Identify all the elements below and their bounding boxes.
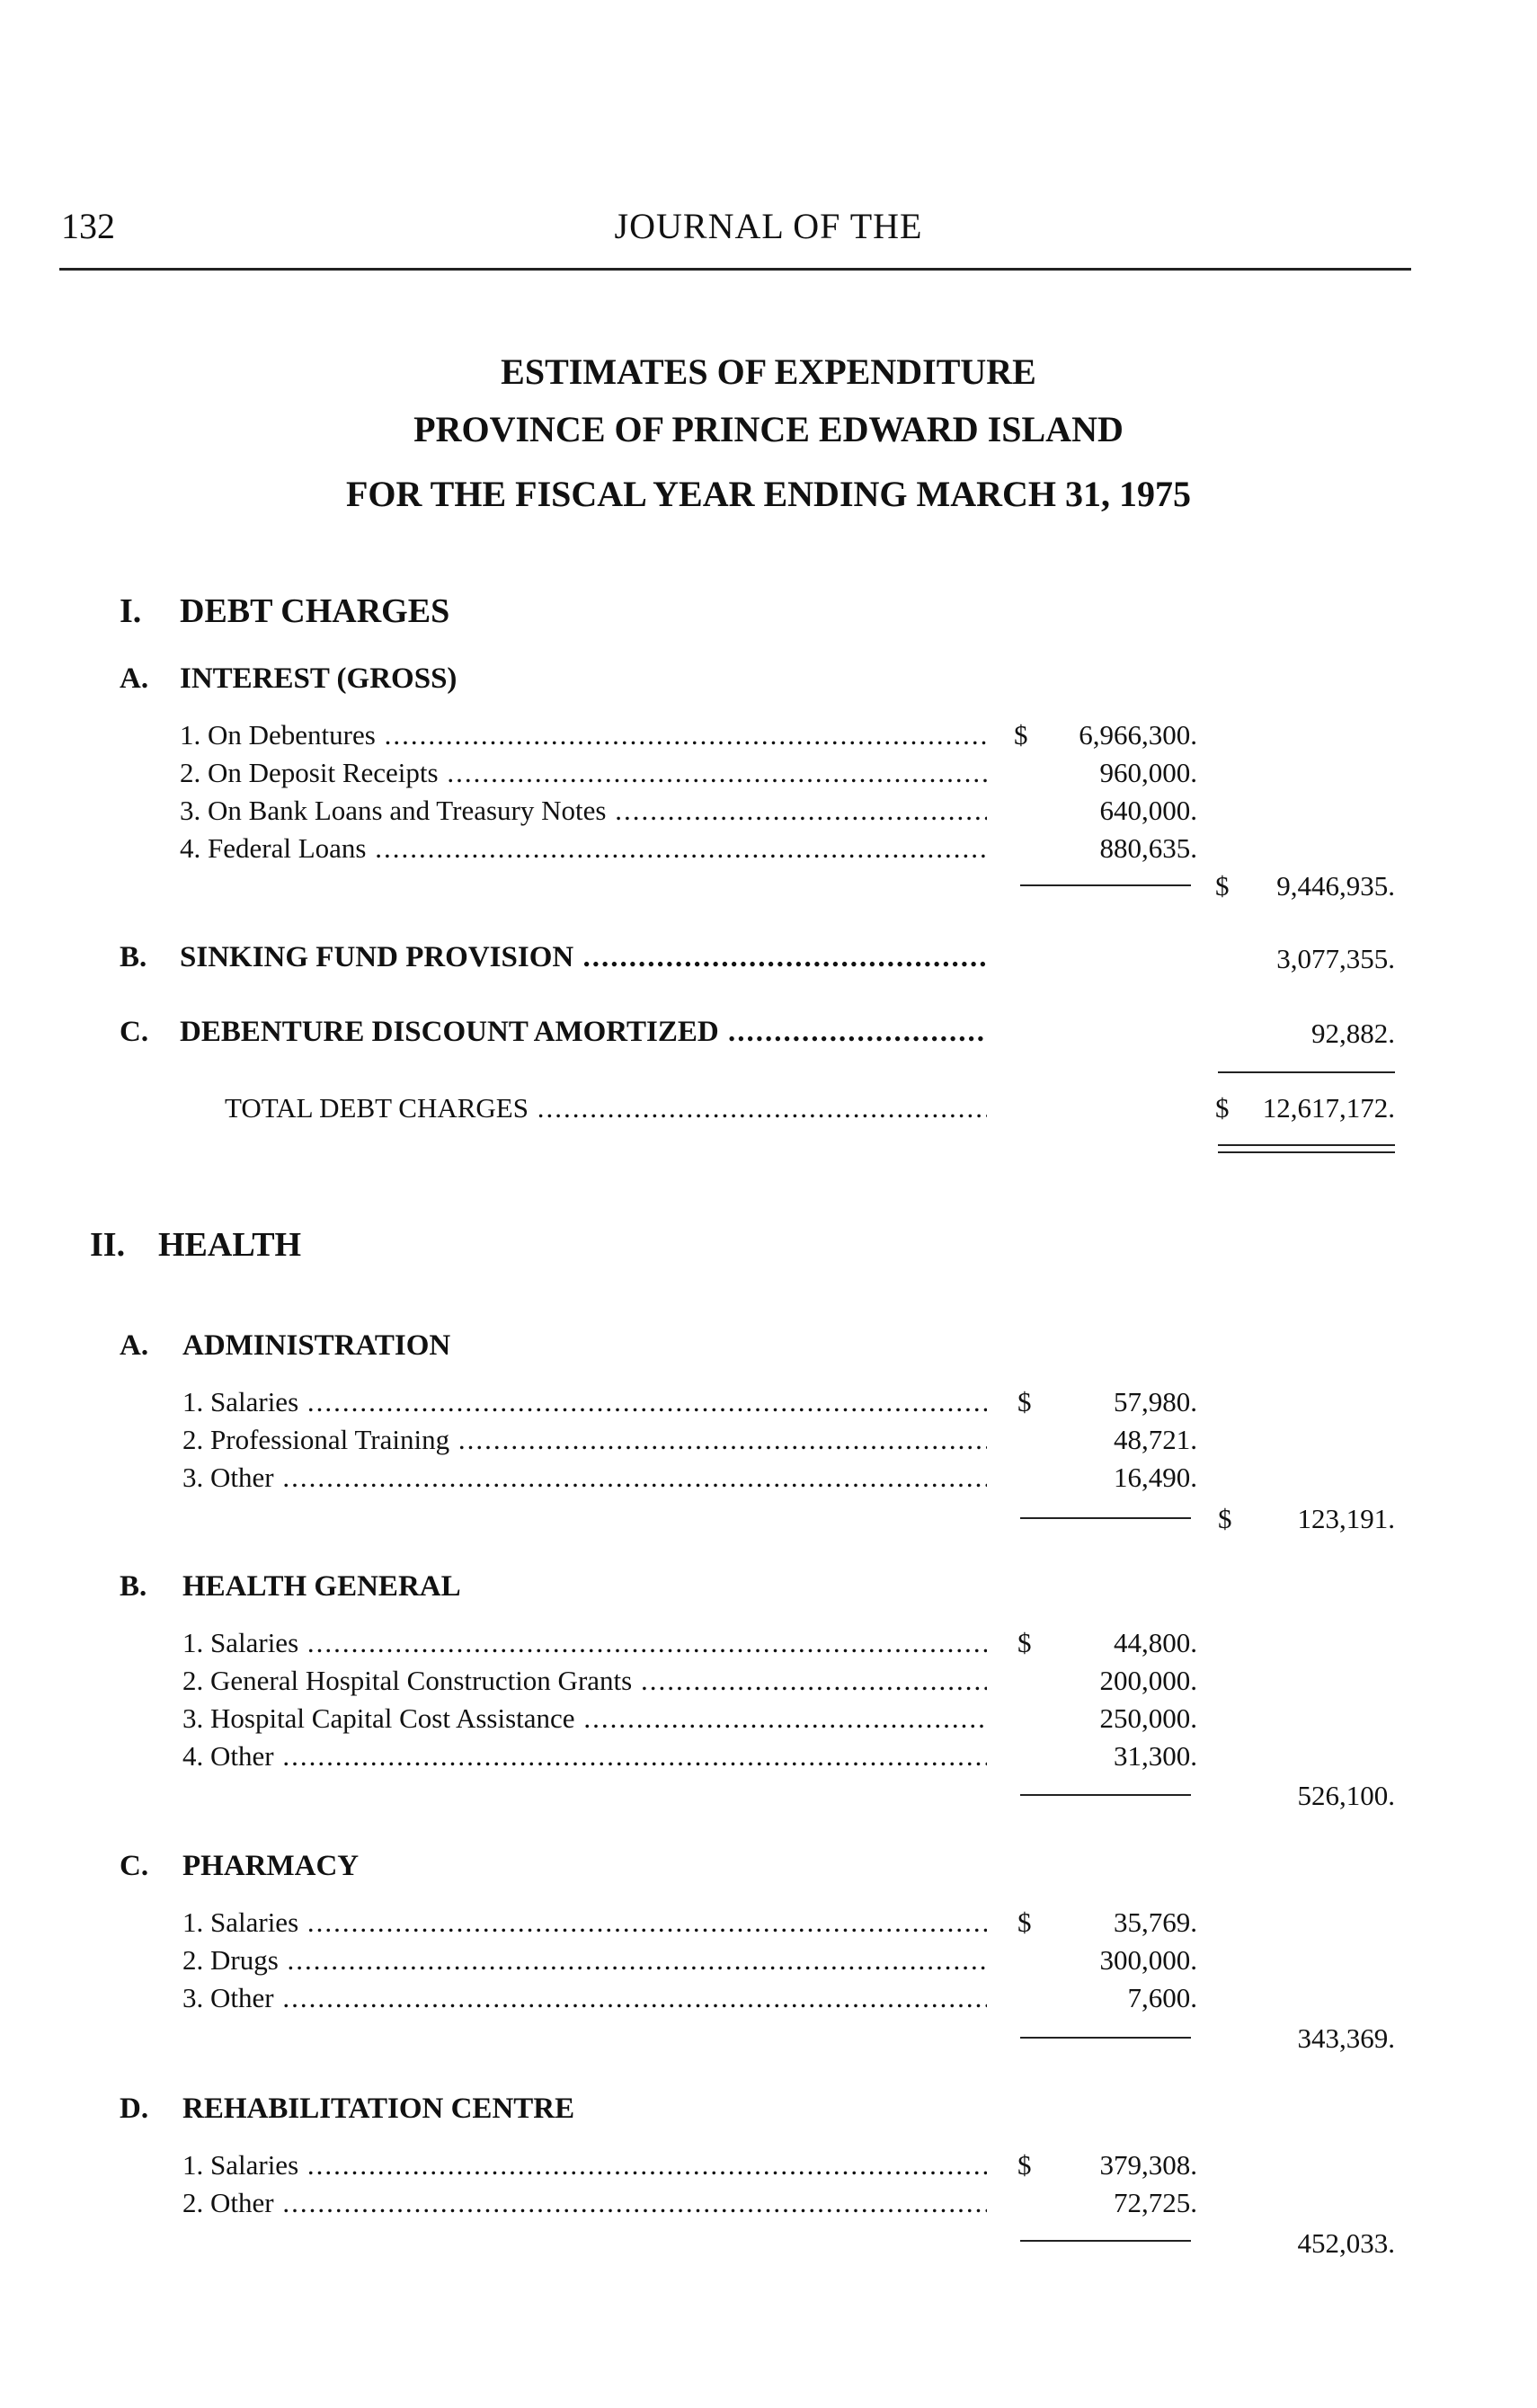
general-total-amount: 526,100. bbox=[1297, 1780, 1395, 1811]
document-title-line-2: PROVINCE OF PRINCE EDWARD ISLAND bbox=[413, 409, 1124, 449]
admin-item-dollar: $ bbox=[1017, 1386, 1032, 1417]
subtotal-rule bbox=[1020, 1794, 1191, 1796]
interest-item-amount: 880,635. bbox=[1099, 832, 1197, 864]
admin-item-amount: 57,980. bbox=[1114, 1386, 1197, 1417]
interest-item-amount: 640,000. bbox=[1099, 795, 1197, 826]
admin-item-amount: 16,490. bbox=[1114, 1462, 1197, 1493]
total-rule bbox=[1218, 1071, 1395, 1073]
rehab-item-label: 2. Other ..... bbox=[182, 2187, 987, 2219]
double-rule-upper bbox=[1218, 1144, 1395, 1146]
subsection-letter-sinking: B. bbox=[120, 941, 147, 973]
subtotal-rule bbox=[1020, 1517, 1191, 1519]
section-title-debt: DEBT CHARGES bbox=[180, 592, 450, 630]
header-rule bbox=[59, 268, 1411, 271]
running-title: JOURNAL OF THE bbox=[614, 206, 923, 246]
interest-item-label: 3. On Bank Loans and Treasury Notes ..... bbox=[180, 795, 987, 827]
admin-item-label: 2. Professional Training ..... bbox=[182, 1424, 987, 1456]
section-numeral-health: II. bbox=[90, 1226, 126, 1264]
admin-item-amount: 48,721. bbox=[1114, 1424, 1197, 1455]
subsection-title-pharmacy: PHARMACY bbox=[182, 1850, 360, 1882]
general-item-dollar: $ bbox=[1017, 1627, 1032, 1658]
rehab-total-amount: 452,033. bbox=[1297, 2227, 1395, 2259]
admin-total-amount: 123,191. bbox=[1297, 1503, 1395, 1534]
general-item-label: 4. Other ..... bbox=[182, 1740, 987, 1773]
interest-item-amount: 6,966,300. bbox=[1079, 719, 1197, 751]
subsection-title-general: HEALTH GENERAL bbox=[182, 1570, 461, 1603]
pharmacy-item-amount: 7,600. bbox=[1127, 1982, 1197, 2013]
total-debt-charges-label: TOTAL DEBT CHARGES ..... bbox=[225, 1092, 987, 1124]
sinking-total-amount: 3,077,355. bbox=[1276, 943, 1395, 974]
interest-item-dollar: $ bbox=[1014, 719, 1028, 751]
subsection-letter-pharmacy: C. bbox=[120, 1850, 149, 1882]
interest-item-label: 2. On Deposit Receipts ..... bbox=[180, 757, 987, 789]
general-item-label: 1. Salaries ..... bbox=[182, 1627, 987, 1659]
pharmacy-item-amount: 300,000. bbox=[1099, 1944, 1197, 1976]
discount-total-amount: 92,882. bbox=[1311, 1017, 1395, 1049]
pharmacy-item-label: 1. Salaries ..... bbox=[182, 1906, 987, 1939]
subtotal-rule bbox=[1020, 2240, 1191, 2242]
interest-item-label: 4. Federal Loans ..... bbox=[180, 832, 987, 865]
pharmacy-item-label: 3. Other ..... bbox=[182, 1982, 987, 2014]
subtotal-rule bbox=[1020, 2037, 1191, 2039]
subsection-title-sinking: SINKING FUND PROVISION ..... bbox=[180, 941, 987, 974]
subsection-letter-admin: A. bbox=[120, 1329, 149, 1362]
subsection-title-discount: DEBENTURE DISCOUNT AMORTIZED ..... bbox=[180, 1016, 987, 1049]
document-title-line-1: ESTIMATES OF EXPENDITURE bbox=[501, 351, 1036, 392]
pharmacy-item-dollar: $ bbox=[1017, 1906, 1032, 1938]
subsection-letter-discount: C. bbox=[120, 1016, 149, 1048]
double-rule-lower bbox=[1218, 1151, 1395, 1153]
total-debt-charges-amount: 12,617,172. bbox=[1262, 1092, 1395, 1124]
rehab-item-amount: 379,308. bbox=[1099, 2149, 1197, 2181]
rehab-item-label: 1. Salaries ..... bbox=[182, 2149, 987, 2181]
general-item-amount: 31,300. bbox=[1114, 1740, 1197, 1772]
total-debt-charges-dollar: $ bbox=[1215, 1092, 1230, 1124]
general-item-amount: 200,000. bbox=[1099, 1665, 1197, 1696]
general-item-amount: 250,000. bbox=[1099, 1702, 1197, 1734]
document-title-line-3: FOR THE FISCAL YEAR ENDING MARCH 31, 1975 bbox=[345, 474, 1192, 514]
interest-item-label: 1. On Debentures ..... bbox=[180, 719, 987, 751]
subsection-title-rehab: REHABILITATION CENTRE bbox=[182, 2093, 575, 2125]
general-item-label: 3. Hospital Capital Cost Assistance ..... bbox=[182, 1702, 987, 1735]
subsection-letter-interest: A. bbox=[120, 662, 149, 695]
section-title-health: HEALTH bbox=[158, 1226, 302, 1264]
pharmacy-item-amount: 35,769. bbox=[1114, 1906, 1197, 1938]
subsection-title-admin: ADMINISTRATION bbox=[182, 1329, 451, 1362]
admin-item-label: 1. Salaries ..... bbox=[182, 1386, 987, 1418]
admin-item-label: 3. Other ..... bbox=[182, 1462, 987, 1494]
interest-item-amount: 960,000. bbox=[1099, 757, 1197, 788]
pharmacy-total-amount: 343,369. bbox=[1297, 2022, 1395, 2054]
general-item-label: 2. General Hospital Construction Grants ..... bbox=[182, 1665, 987, 1697]
admin-total-dollar: $ bbox=[1218, 1503, 1232, 1534]
subsection-letter-rehab: D. bbox=[120, 2093, 149, 2125]
page-number: 132 bbox=[61, 206, 115, 246]
rehab-item-amount: 72,725. bbox=[1114, 2187, 1197, 2218]
section-numeral-debt: I. bbox=[120, 592, 142, 630]
subsection-letter-general: B. bbox=[120, 1570, 147, 1603]
pharmacy-item-label: 2. Drugs ..... bbox=[182, 1944, 987, 1977]
interest-total-dollar: $ bbox=[1215, 870, 1230, 902]
general-item-amount: 44,800. bbox=[1114, 1627, 1197, 1658]
subsection-title-interest: INTEREST (GROSS) bbox=[180, 662, 458, 695]
rehab-item-dollar: $ bbox=[1017, 2149, 1032, 2181]
interest-total-amount: 9,446,935. bbox=[1276, 870, 1395, 902]
subtotal-rule bbox=[1020, 884, 1191, 886]
